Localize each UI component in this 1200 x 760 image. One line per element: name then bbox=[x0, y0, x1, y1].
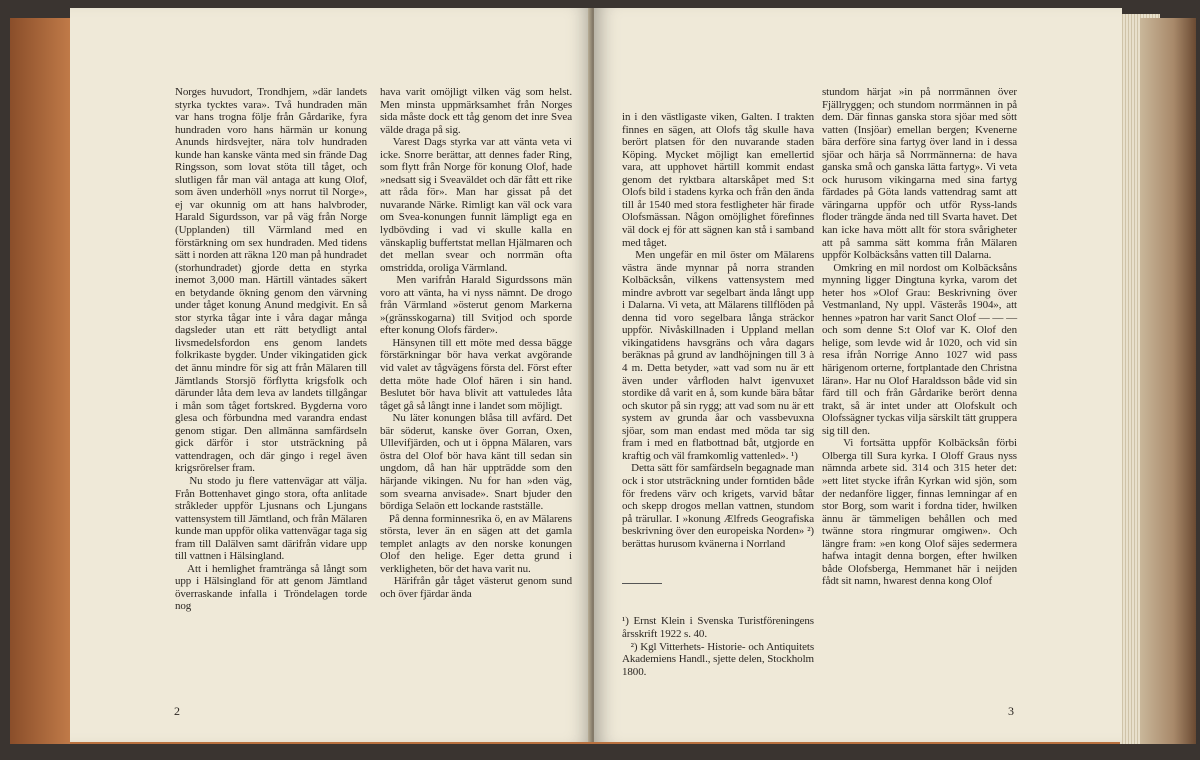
left-page-column-2: hava varit omöjligt vilken väg som helst. Men minsta uppmärksamhet från Norges sida måste dock ett tåg genom det inre Svea välde draga på sig. Varest Dags styrka var att vänta veta vi icke. Snorre berättar, att dennes fader Ring, som flytt från Norge för konung Olof, hade »nedsatt sig i Sveaväldet och där fått ett rike att råda för». Man har gissat på det nuvarande Närke. Rimligt kan väl ock vara om Svea-konungen funnit lämpligt ega en lydbövding i vad vi skulle kalla en vänskaplig buffertstat mellan Hjälmaren och det mellan svear och norrmän ofta omstridda, oroliga Värmland. Men varifrån Harald Sigurdssons män voro att vänta, ha vi nyss nämnt. De drogo från Värmland »österut genom Markerna »(gränsskogarna) till Svitjod och sporde efter konung Olofs färder». Hänsynen till ett möte med dessa bägge förstärkningar bör hava verkat avgörande vid valet av tågvägens första del. Först efter detta möte hade Olof hären i sin hand. Beslutet bör hava blivit att vattuledes låta tåget gå så långt inne i landet som möjligt. Nu läter konungen blåsa till avfärd. Det bär söderut, kanske över Gorran, Oxen, Ullevifjärden, och ut i öppna Mälaren, vars östra del Olof bör hava känt till sedan sin ungdom, då han här uppträdde som den härjande vikingen. Nu for han »den väg, som svearna anvisade». Snart bjuder den bördiga Selaön ett lockande rastställe. På denna forminnesrika ö, en av Mälarens största, lever än en sägen att det gamla templet anlagts av den norske konungen Olof den helige. Eger detta grund i verkligheten, bör det hava varit nu. Härifrån går tåget västerut genom sund och över fjärdar ända bbox=[380, 86, 573, 600]
right-page-column-1 bbox=[622, 86, 814, 703]
footnote-divider bbox=[622, 583, 662, 584]
right-page-column-2: stundom härjat »in på norrmännen över Fjällryggen; och stundom norrmännen in på dem. Där finnas ganska stora sjöar med sött vatten (Insjöar) emellan bergen; Kvenerne bära derföre sina fartyg över land in i dessa sjöar och härja så Norrmännerna: de hava ganska små och ganska lätta fartyg». Vi veta ock hurusom vikingarna med sina fartyg färdades på Göta lands vattendrag samt att väringarna uppför och utför Ryss-lands floder trängde ända ned till Svarta havet. Det kan icke hava mött allt för stora svårigheter att på samma sätt komma från Mälaren uppför Kolbäcksåns vatten till Dalarna. Omkring en mil nordost om Kolbäcksåns mynning ligger Dingtuna kyrka, varom det heter hos »Olof Grau: Beskrivning över Vestmanland, Ny uppl. Västerås 1904», att hennes »patron har varit Sanct Olof — — — och som denne S:t Olof var K. Olof den helige, som levde wid år 1020, och vid sin resa ifrån Norrige Anno 1027 wid pass härigenom orterne, fortplantade den Christna läran». Har nu Olof Haraldsson både vid sin färd till och från Gårdarike berört denna trakt, så är intet under att Olofskult och Olofssägner tyckas vilja särskilt tätt gruppera sig till den. Vi fortsätta uppför Kolbäcksån förbi Olberga till Sura kyrka. I Oloff Graus nyss nämnda arbete sid. 314 och 315 heter det: »ett litet stycke ifrån Kyrkan wid sjön, som der nedanföre ligger, finnas lemningar af en stor Borg, som warit i fordna tider, hwilken ännu är tämmeligen behållen och med twänne stora ringmurar omgiwen». Och längre fram: »en kong Olof säjes sedermera hafwa intagit denna borgen, efter hwilken både Olofsberga, Hemmanet här i neijden fådt sit namn, hwarest denna kong Olof bbox=[822, 86, 1017, 588]
book-cover-left-edge bbox=[10, 18, 70, 744]
book-cover-right-edge bbox=[1140, 18, 1196, 744]
left-page-column-1: Norges huvudort, Trondhjem, »där landets styrka tycktes vara». Två hundraden män var hans trogna följe från Gårdarike, fyra hundraden voro hans härmän ur konung Anunds hirdsvejter, nära tolv hundraden kunde han kanske vänta med sin frände Dag Ringsson, som lovat stöta till tåget, och slutligen får man väl antaga att kung Olof, som även underhöll »nys norrut til Norge», ej var okunnig om att hans halvbroder, Harald Sigurdsson, var på väg från Norge (Upplanden) till Värmland med en förstärkning om sex hundraden. Med tidens sätt i norden att räkna 120 man på hundradet (storhundradet) gjorde detta en styrka inemot 3,000 man. Härtill väntades säkert en betydande ökning genom den värvning under tåget konung Anund medgivit. En så stor styrka tågar inte i våra dagar många dagsleder utan ett rätt betydligt antal livsmedelsfordon ens genom landets folkrikaste bygder. Under vikingatiden gick det ännu mindre för sig att från Mälaren till Jämtlands Storsjö förflytta krigsfolk och därunder låta dem leva av landets tillgångar i mån som tåget fortskred. Bygderna voro glesa och förbundna med varandra endast genom stigar. Den allmänna samfärdseln gick därför i stor utsträckning på vattendragen, och där gingo i regel även krigsrörelser fram. Nu stodo ju flere vattenvägar att välja. Från Bottenhavet gingo stora, ofta anlitade stråkleder uppför Ljusnans och Ljungans vattensystem till Jämtland, och från Mälaren kunde man uppför olika vattenvägar taga sig fram till Dalälven samt därifrån vidare upp till vattnen i Hälsingland. Att i hemlighet framtränga så långt som upp i Hälsingland för att genom Jämtland överraskande infalla i Tröndelagen torde nog bbox=[175, 86, 367, 613]
footnotes: ¹) Ernst Klein i Svenska Turistföreningens årsskrift 1922 s. 40. ²) Kgl Vitterhets- Historie- och Antiquitets Akademiens Handl., sjette delen, Stockholm 1800. bbox=[622, 615, 814, 678]
left-page bbox=[70, 8, 592, 742]
right-page-number: 3 bbox=[1008, 704, 1014, 718]
right-page bbox=[594, 8, 1122, 742]
right-page-column-1-text: in i den västligaste viken, Galten. I trakten finnes en sägen, att Olofs tåg skulle hava berört platsen för den nuvarande staden Köping. Mycket möjligt kan emellertid vara, att upphovet härtill kommit endast genom det ryktbara altarskåpet med S:t Olofs bild i stadens kyrka och från den ända till år 1540 med stora festligheter här firade Olofsmässan. Någon omöjlighet förefinnes väl dock ej för att sägnen kan stå i samband med tåget. Men ungefär en mil öster om Mälarens västra ände mynnar på norra stranden Kolbäcksån, vilkens vattensystem med mindre avbrott var segelbart ända långt upp i Dalarna. Vi veta, att Mälarens tillflöden på denna tid voro segelbara långa sträckor uppför. Nivåskillnaden i Uppland mellan vikingatidens havsgräns och våra dagars beräknas på grund av landhöjningen till 3 à 4 m. Detta betyder, »att vad som nu är ett även under vårfloden halvt igenvuxet stordike då varit en å, som kunde bära båtar och skutor på sin rygg; att vad som nu är ett system av grunda åar och vassbevuxna sjöar, som man endast med möda tar sig fram i med en flatbottnad båt, utgjorde en kraftig och väl framkomlig vattenled». ¹) Detta sätt för samfärdseln begagnade man ock i stor utsträckning under forntiden både för fredens värv och krigets, varvid båtar och skepp drogos mellan vattnen, stundom på trärullar. I »konung Ælfreds Geografiska beskrivning över den europeiska Norden» ²) berättas hurusom kvänerna i Norrland bbox=[622, 111, 814, 550]
left-page-number: 2 bbox=[174, 704, 180, 718]
